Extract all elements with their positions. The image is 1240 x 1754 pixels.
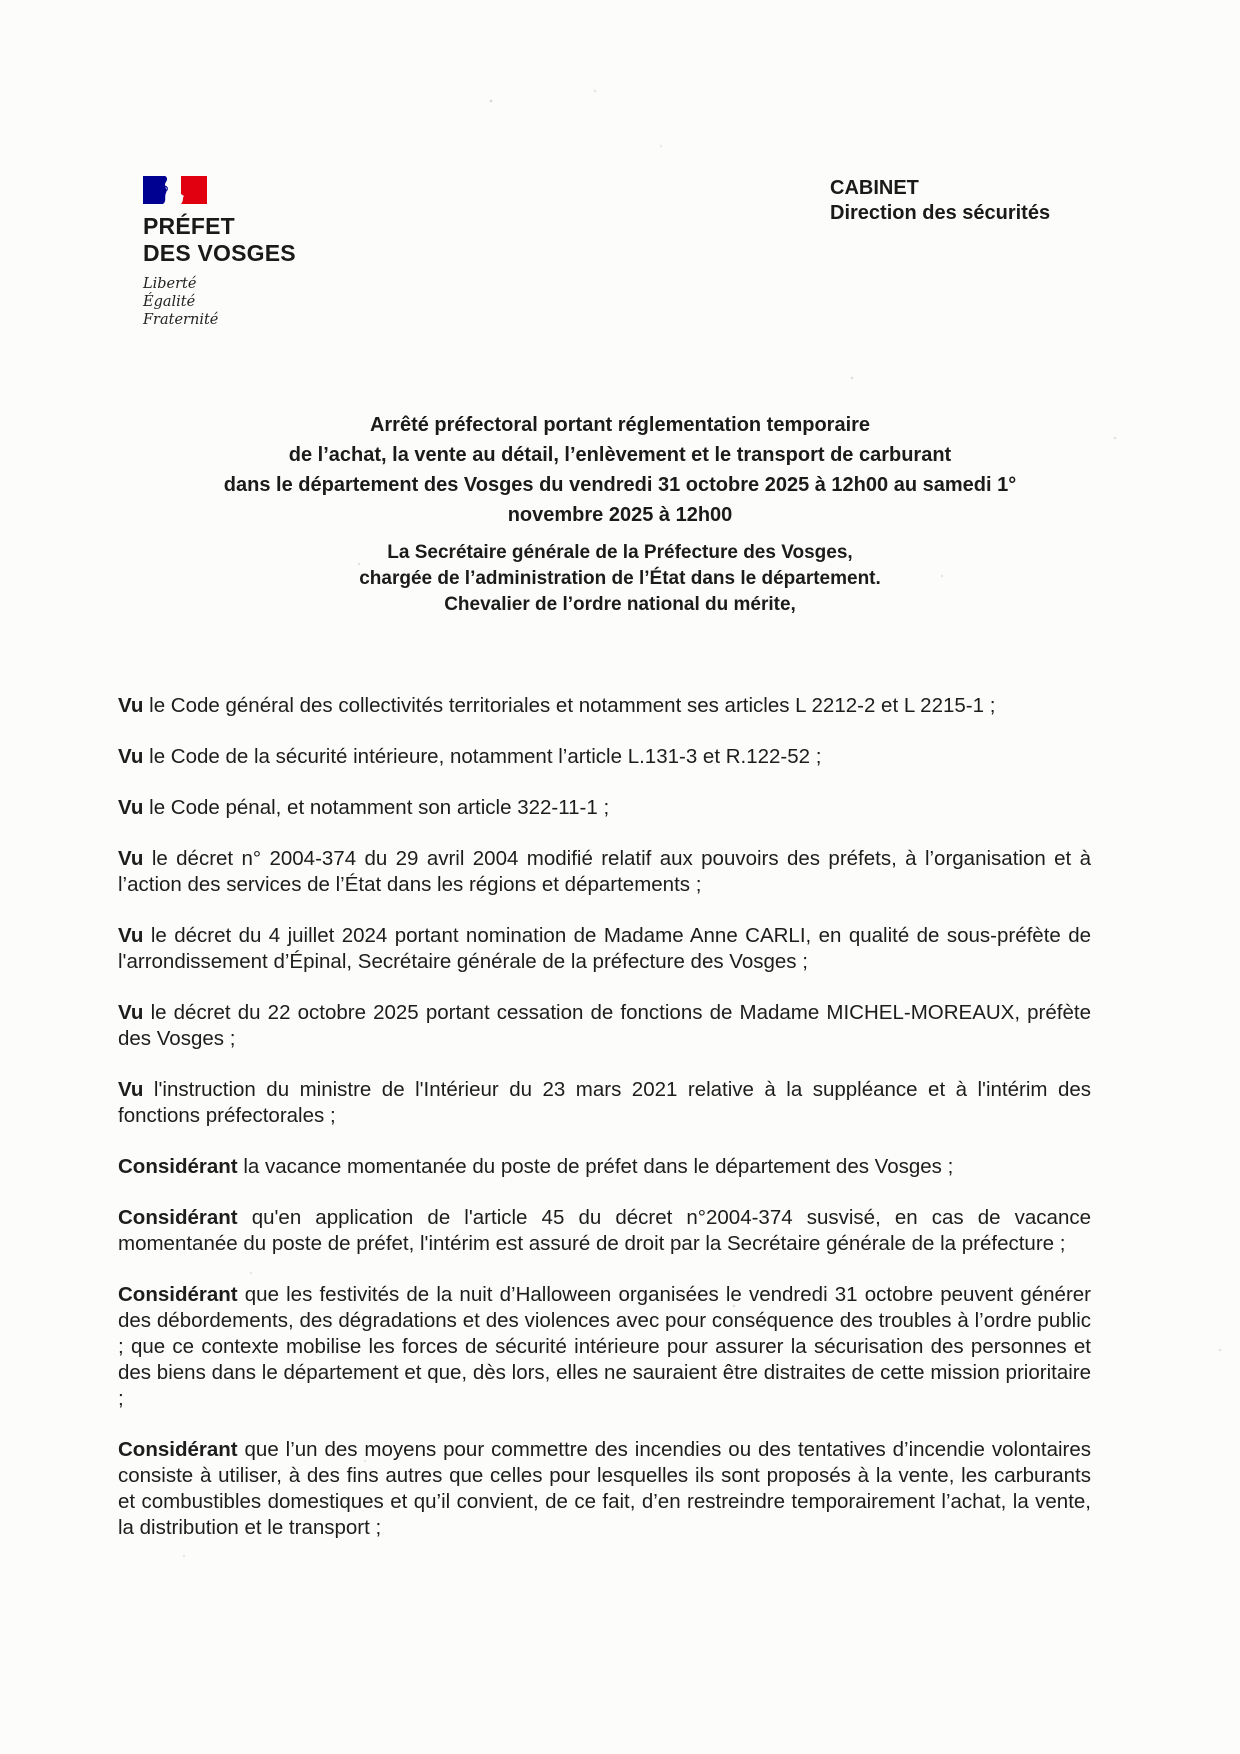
recitals-section (118, 693, 1091, 1566)
office-direction-label: Direction des sécurités (830, 202, 1051, 224)
decree-title-line3: dans le département des Vosges du vendredi 31 octobre 2025 à 12h00 au samedi 1° (223, 474, 1017, 496)
prefecture-name-line1: PRÉFET (143, 213, 235, 239)
recital-lead: Considérant (118, 1438, 238, 1461)
recital-text: le décret n° 2004-374 du 29 avril 2004 modifié relatif aux pouvoirs des préfets, à l’organisation et à l’action des services de l’État dans les régions et départements ; (118, 847, 1091, 896)
recital-text: le Code de la sécurité intérieure, notamment l’article L.131-3 et R.122-52 ; (149, 745, 822, 768)
recital-paragraph (118, 1000, 1091, 1052)
brand-block (143, 176, 296, 329)
recital-lead: Vu (118, 847, 144, 870)
signing-authority (110, 540, 1130, 618)
recital-lead: Vu (118, 694, 144, 717)
recital-lead: Considérant (118, 1155, 238, 1178)
prefecture-name-line2: DES VOSGES (143, 240, 296, 266)
recital-lead: Considérant (118, 1206, 238, 1229)
recital-text: le Code général des collectivités territoriales et notamment ses articles L 2212-2 et L 2215-1 ; (149, 694, 996, 717)
french-republic-flag-icon (143, 176, 207, 205)
recital-paragraph (118, 744, 1091, 770)
recital-lead: Vu (118, 1001, 144, 1024)
recital-lead: Vu (118, 924, 144, 947)
recital-lead: Considérant (118, 1283, 238, 1306)
recital-text: que les festivités de la nuit d’Halloween organisées le vendredi 31 octobre peuvent générer des débordements, des dégradations et des violences avec pour conséquence des troubles à l’ordre public ; que ce contexte mobilise les forces de sécurité intérieure pour assurer la sécurisation des personnes et des biens dans le département et que, dès lors, elles ne sauraient être distraites de cette mission prioritaire ; (118, 1283, 1091, 1410)
republic-motto (143, 275, 296, 329)
authority-line2: chargée de l’administration de l’État dans le département. (359, 568, 881, 589)
recital-text: le Code pénal, et notamment son article 322-11-1 ; (149, 796, 610, 819)
prefecture-name (143, 213, 296, 267)
recital-text: le décret du 4 juillet 2024 portant nomination de Madame Anne CARLI, en qualité de sous-préfète de l'arrondissement d’Épinal, Secrétaire générale de la préfecture des Vosges ; (118, 924, 1091, 973)
recital-text: le décret du 22 octobre 2025 portant cessation de fonctions de Madame MICHEL-MOREAUX, préfète des Vosges ; (118, 1001, 1091, 1050)
recital-paragraph (118, 795, 1091, 821)
recital-text: que l’un des moyens pour commettre des incendies ou des tentatives d’incendie volontaires consiste à utiliser, à des fins autres que celles pour lesquelles ils sont proposés à la vente, les carburants et combustibles domestiques et qu’il convient, de ce fait, d’en restreindre temporairement l’achat, la vente, la distribution et le transport ; (118, 1438, 1091, 1539)
recital-paragraph (118, 1154, 1091, 1180)
recital-lead: Vu (118, 745, 144, 768)
authority-line3: Chevalier de l’ordre national du mérite, (444, 594, 796, 615)
decree-title (110, 410, 1130, 530)
recital-lead: Vu (118, 796, 144, 819)
recital-text: qu'en application de l'article 45 du décret n°2004-374 susvisé, en cas de vacance momentanée du poste de préfet, l'intérim est assuré de droit par la Secrétaire générale de la préfecture ; (118, 1206, 1091, 1255)
authority-line1: La Secrétaire générale de la Préfecture des Vosges, (387, 542, 853, 563)
recital-paragraph (118, 693, 1091, 719)
scan-noise (0, 0, 2, 2)
office-block (830, 176, 1050, 226)
recital-paragraph (118, 1205, 1091, 1257)
motto-fraternite: Fraternité (143, 312, 219, 328)
motto-egalite: Égalité (143, 294, 196, 310)
recital-text: la vacance momentanée du poste de préfet dans le département des Vosges ; (243, 1155, 954, 1178)
flag-red-band (181, 176, 207, 204)
recital-paragraph (118, 1437, 1091, 1541)
recital-paragraph (118, 1077, 1091, 1129)
motto-liberte: Liberté (143, 276, 197, 292)
decree-title-line4: novembre 2025 à 12h00 (507, 504, 733, 526)
recital-paragraph (118, 846, 1091, 898)
recital-paragraph (118, 1282, 1091, 1412)
recital-paragraph (118, 923, 1091, 975)
decree-title-line1: Arrêté préfectoral portant réglementation temporaire (369, 414, 871, 436)
decree-title-line2: de l’achat, la vente au détail, l’enlèvement et le transport de carburant (288, 444, 952, 466)
office-cabinet-label: CABINET (830, 177, 919, 199)
recital-lead: Vu (118, 1078, 144, 1101)
recital-text: l'instruction du ministre de l'Intérieur du 23 mars 2021 relative à la suppléance et à l'intérim des fonctions préfectorales ; (118, 1078, 1091, 1127)
